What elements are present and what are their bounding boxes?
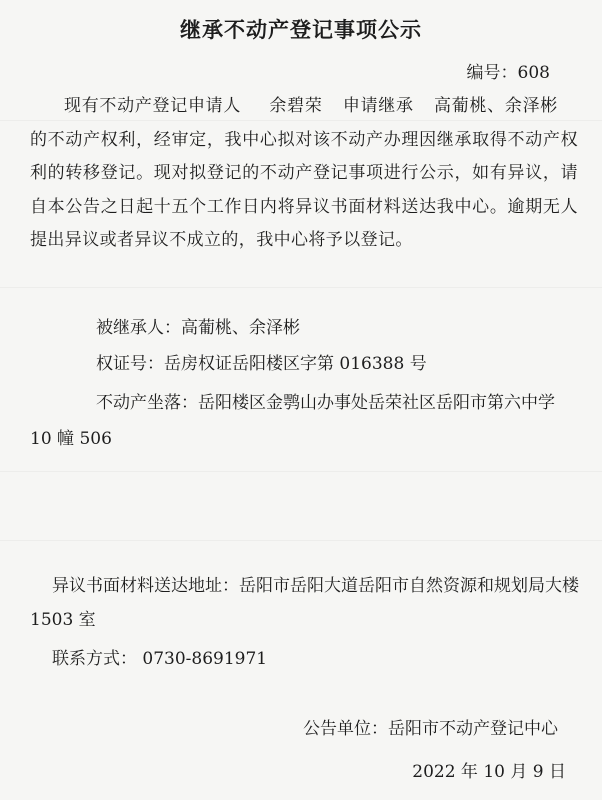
decedent-line: 被继承人：高葡桃、余泽彬 <box>96 318 300 338</box>
scan-texture <box>0 287 602 288</box>
decedent-names-inline: 高葡桃、余泽彬 <box>433 96 558 116</box>
notice-date: 2022 年 10 月 9 日 <box>412 762 566 782</box>
body-inherit: 申请继承 <box>342 96 414 116</box>
body-rest: 的不动产权利，经审定，我中心拟对该不动产办理因继承取得不动产权利的转移登记。现对拟登记的不动产登记事项进行公示，如有异议，请自本公告之日起十五个工作日内将异议书面材料送达我中心。逾期无人提出异议或者异议不成立的，我中心将予以登记。 <box>30 129 578 250</box>
notice-body <box>30 90 578 258</box>
contact-line: 联系方式： 0730-8691971 <box>52 649 268 669</box>
scan-texture <box>0 540 602 541</box>
property-location-line: 不动产坐落：岳阳楼区金鹗山办事处岳荣社区岳阳市第六中学 10 幢 506 <box>30 393 555 449</box>
objection-address-line: 异议书面材料送达地址：岳阳市岳阳大道岳阳市自然资源和规划局大楼 1503 室 <box>30 576 579 630</box>
document-number: 编号：608 <box>466 63 550 83</box>
scan-texture <box>0 471 602 472</box>
issuer-line: 公告单位：岳阳市不动产登记中心 <box>303 719 558 739</box>
applicant-name: 余碧荣 <box>269 96 323 116</box>
certificate-number-line: 权证号：岳房权证岳阳楼区字第 016388 号 <box>96 354 427 374</box>
body-intro: 现有不动产登记申请人 <box>64 96 242 116</box>
notice-title: 继承不动产登记事项公示 <box>180 18 422 42</box>
